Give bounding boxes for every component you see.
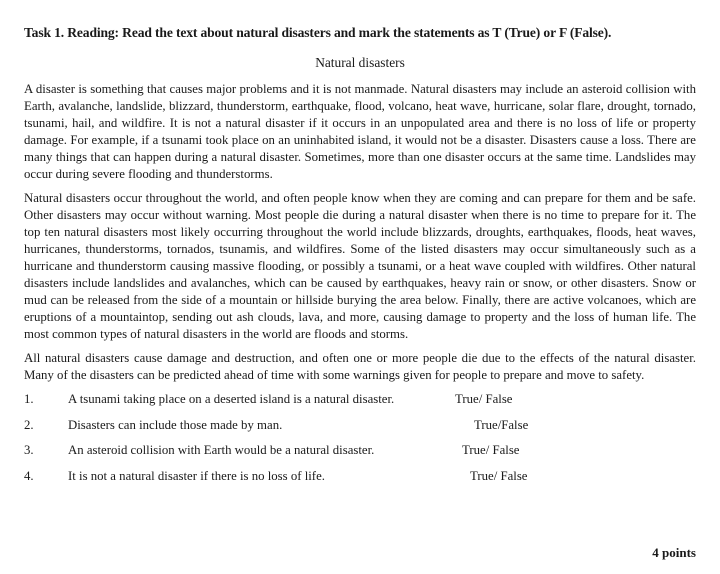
paragraph-2: Natural disasters occur throughout the world, and often people know when they are coming and can prepare for them and be safe. Other disasters may occur without warning. Most people die during a natural disaster when there is no time to prepare for it. The top ten natural disasters most likely occurring throughout the world include blizzards, droughts, earthquakes, floods, heat waves, hurricanes, thunderstorms, tornados, tsunamis, and wildfires. Some of the listed disasters may occur simultaneously such as a hurricane and thunderstorm causing massive flooding, or possibly a tsunami, or a heat wave coupled with wildfires. Other natural disasters include landslides and avalanches, which can be caused by earthquakes, heavy rain or snow, or other disasters. Snow or mud can be released from the side of a mountain or hillside burying the area below. Finally, there are active volcanoes, which are eruptions of a mountaintop, sending out ash clouds, lava, and more, causing damage to property and the loss of human life. The most common types of natural disasters in the world are floods and storms.	[24, 191, 696, 341]
true-false-choice[interactable]: True/ False	[462, 443, 520, 457]
points-label: 4 points	[652, 545, 696, 560]
statement-text: Disasters can include those made by man.	[68, 417, 283, 432]
statement-number: 4.	[24, 468, 34, 483]
statement-2	[24, 417, 696, 434]
task-instruction: Task 1. Reading: Read the text about natural disasters and mark the statements as T (True) or F (False).	[24, 25, 612, 40]
true-false-choice[interactable]: True/ False	[455, 392, 513, 406]
true-false-choice[interactable]: True/False	[474, 417, 529, 432]
paragraph-3: All natural disasters cause damage and destruction, and often one or more people die due to the effects of the natural disaster. Many of the disasters can be predicted ahead of time with some warnings given for people to prepare and move to safety.	[24, 351, 696, 382]
statement-number: 2.	[24, 417, 34, 432]
true-false-choice[interactable]: True/ False	[470, 468, 528, 483]
statement-number: 1.	[24, 392, 34, 406]
text-title: Natural disasters	[315, 55, 405, 70]
paragraph-1: A disaster is something that causes major problems and it is not manmade. Natural disasters may include an asteroid collision with Earth, avalanche, landslide, blizzard, thunderstorm, earthquake, flood, volcano, heat wave, hurricane, solar flare, drought, tornado, tsunami, hail, and wildfire. It is not a natural disaster if it occurs in an unpopulated area and there is no loss of life or property damage. For example, if a tsunami took place on an uninhabited island, it would not be a disaster. Disasters cause a loss. There are many things that can happen during a natural disaster. Sometimes, more than one disaster occurs at the same time. Landslides may occur during severe flooding and thunderstorms.	[24, 82, 696, 181]
statement-text: It is not a natural disaster if there is no loss of life.	[68, 468, 325, 483]
statement-text: An asteroid collision with Earth would be a natural disaster.	[68, 443, 375, 457]
statement-number: 3.	[24, 443, 34, 457]
statement-4	[24, 468, 696, 485]
statement-3	[24, 442, 696, 459]
statement-text: A tsunami taking place on a deserted island is a natural disaster.	[68, 392, 395, 406]
statement-1	[24, 391, 696, 408]
